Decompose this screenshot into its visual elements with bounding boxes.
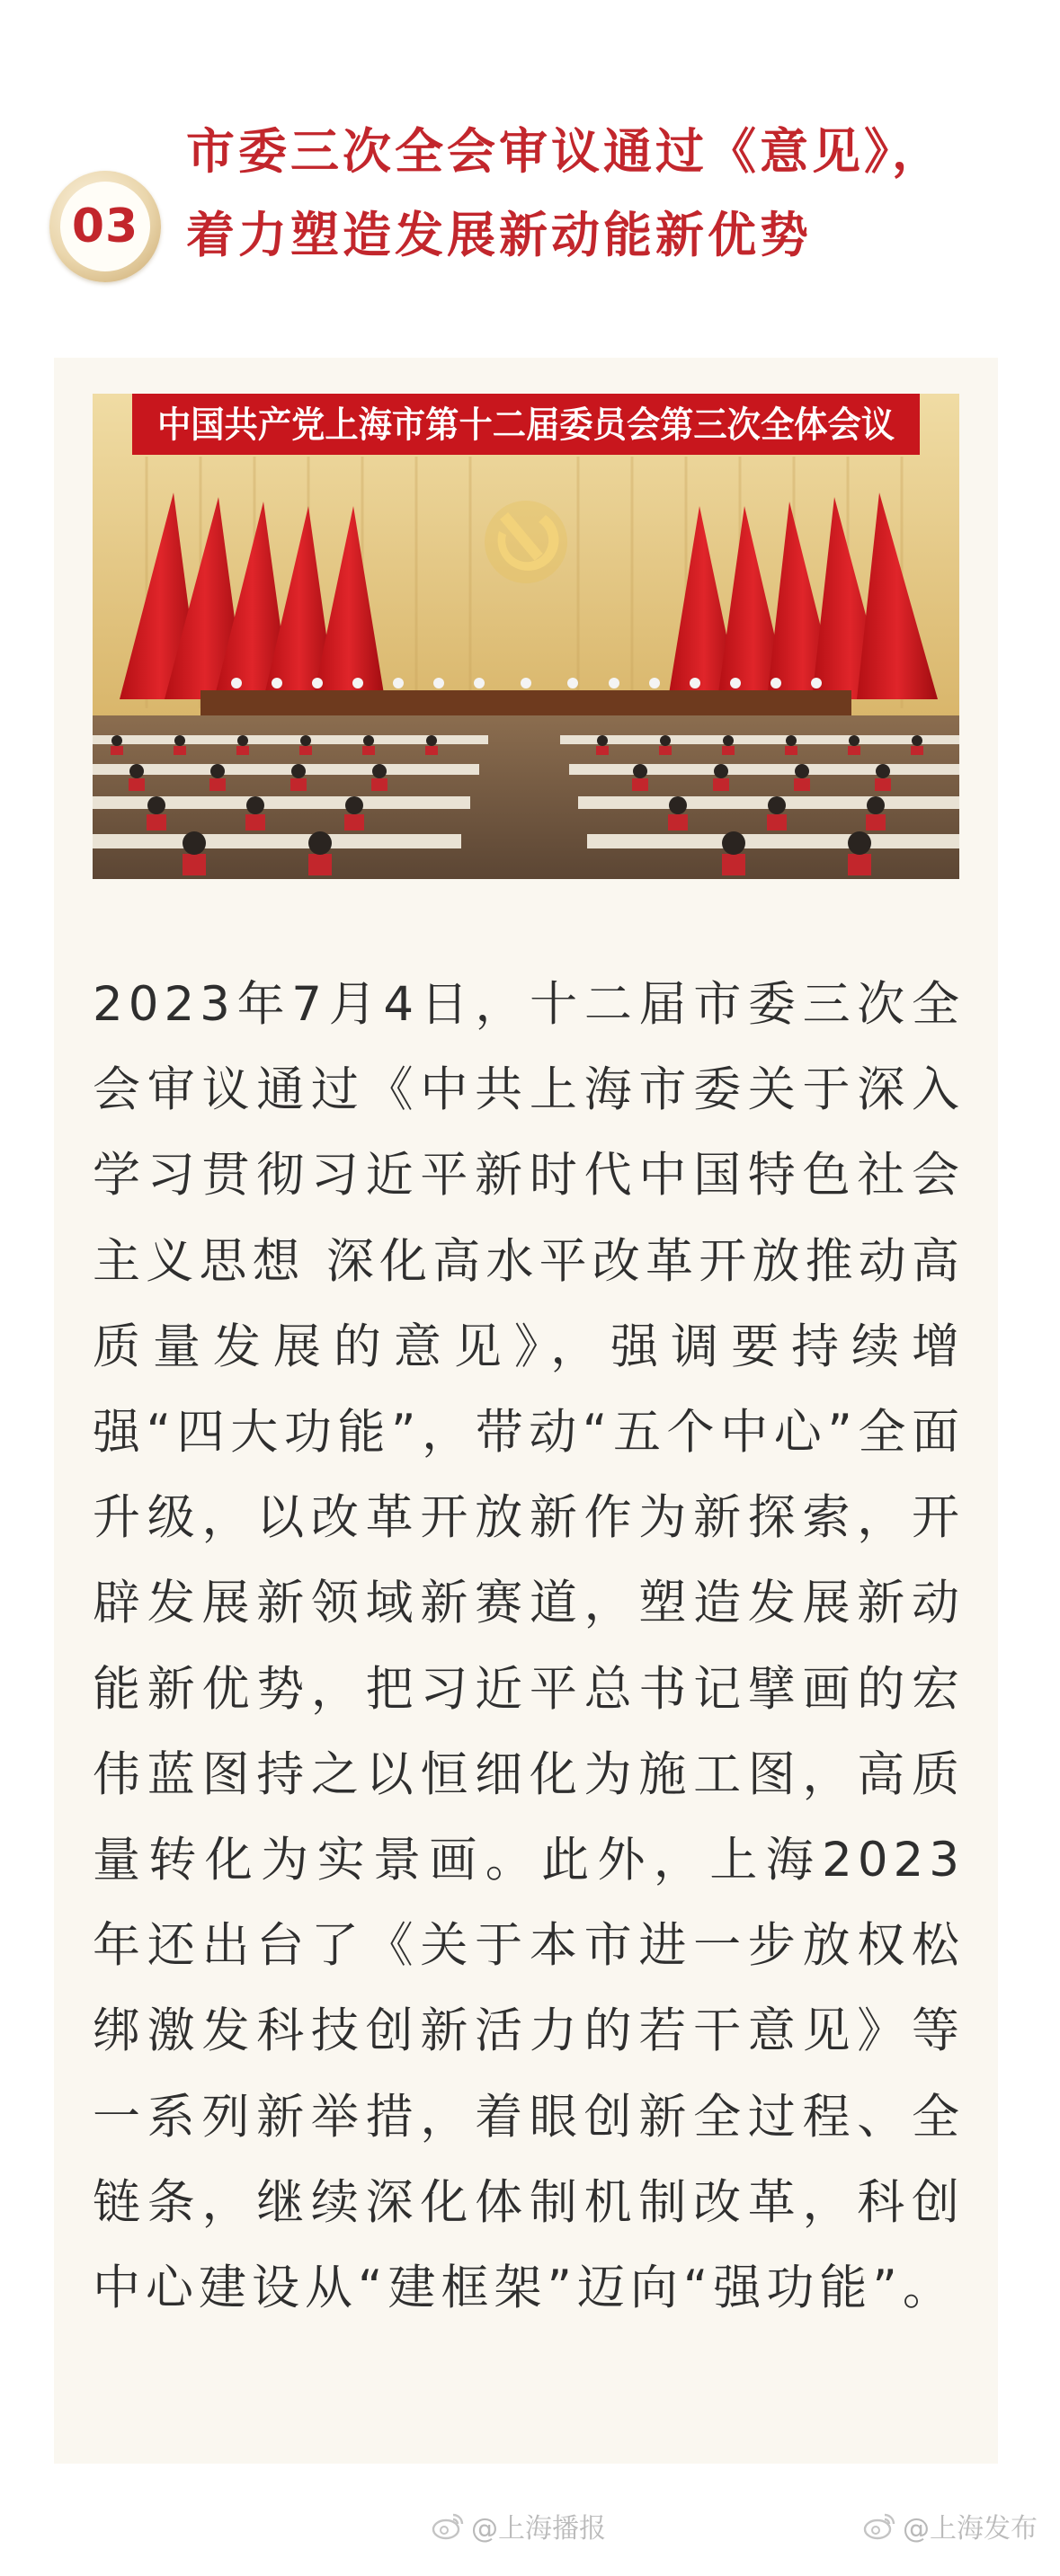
watermark-text: @上海发布 [903, 2513, 1038, 2545]
section-title: 市委三次全会审议通过《意见》，着力塑造发展新动能新优势 [186, 123, 944, 263]
meeting-photo [93, 394, 959, 879]
watermark-shanghai-bobao [432, 2508, 606, 2544]
section-number-badge-inner [60, 182, 150, 271]
meeting-banner-text: 中国共产党上海市第十二届委员会第三次全体会议 [157, 404, 895, 446]
section-header [0, 0, 1060, 360]
section-number-badge [49, 171, 161, 282]
weibo-icon [432, 2511, 466, 2540]
article-card [54, 358, 998, 2464]
article-body: 2023年7月4日，十二届市委三次全会审议通过《中共上海市委关于深入学习贯彻习近平新时代中国特色社会主义思想 深化高水平改革开放推动高质量发展的意见》，强调要持续增强“四大功能”，带动“五个中心”全面升级，以改革开放新作为新探索，开辟发展新领域新赛道，塑造发展新动能新优势，把习近平总书记擘画的宏伟蓝图持之以恒细化为施工图，高质量转化为实景画。此外，上海2023年还出台了《关于本市进一步放权松绑激发科技创新活力的若干意见》等一系列新举措，着眼创新全过程、全链条，继续深化体制机制改革，科创中心建设从“建框架”迈向“强功能”。 [93, 977, 965, 2316]
watermark-shanghai-fabu [863, 2508, 1038, 2544]
weibo-icon [863, 2511, 897, 2540]
watermark-text: @上海播报 [471, 2513, 606, 2545]
section-number: 03 [71, 200, 139, 253]
presidium-table [200, 690, 851, 715]
meeting-photo-illustration [93, 394, 959, 879]
emblem [485, 501, 567, 583]
